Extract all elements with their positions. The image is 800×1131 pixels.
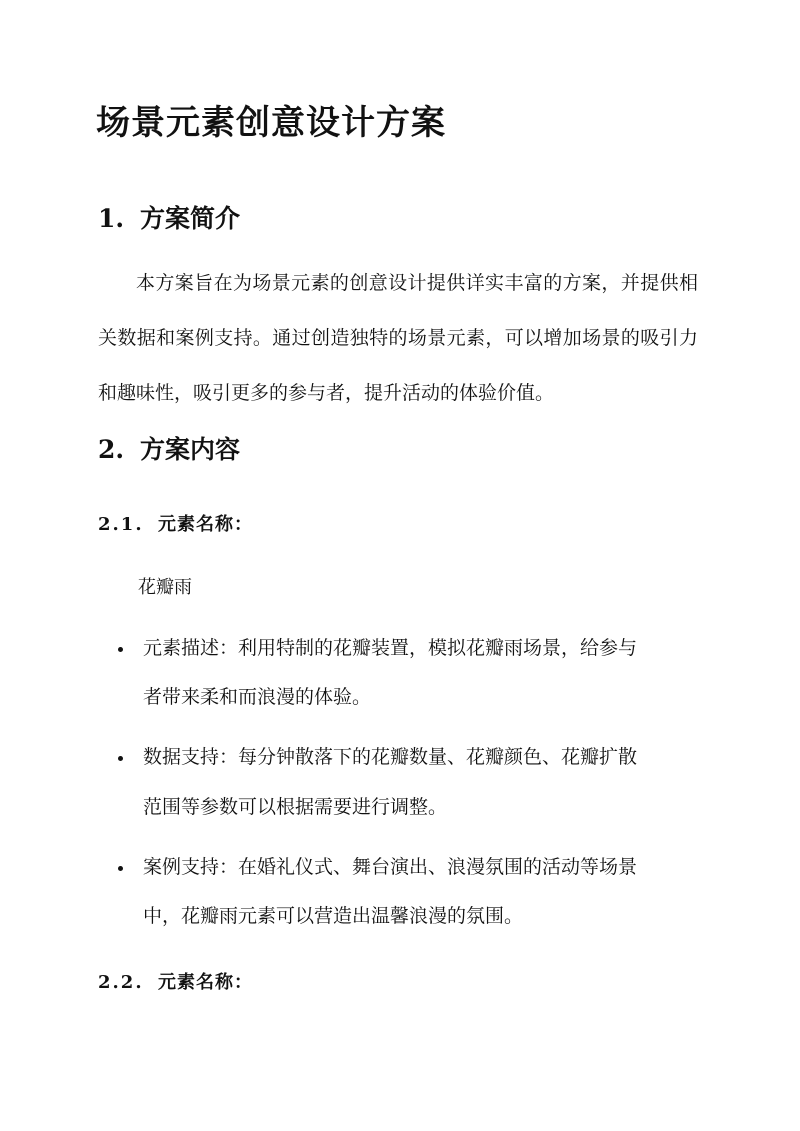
subsection-2-2-title: 元素名称： xyxy=(158,972,253,993)
section-1-title: 方案简介 xyxy=(140,204,241,233)
document-title: 场景元素创意设计方案 xyxy=(96,103,446,143)
element-name-value: 花瓣雨 xyxy=(138,577,192,598)
section-2-number: 2. xyxy=(98,435,125,464)
subsection-2-2-heading xyxy=(98,968,253,994)
subsection-2-1-heading xyxy=(98,510,253,536)
bullet-2-line-2: 范围等参数可以根据需要进行调整。 xyxy=(143,796,448,818)
bullet-3-line-1: 案例支持：在婚礼仪式、舞台演出、浪漫氛围的活动等场景 xyxy=(143,856,638,878)
section-1-number: 1. xyxy=(98,204,125,233)
bullet-dot xyxy=(118,647,126,655)
section-1-heading xyxy=(98,199,240,235)
bullet-dot xyxy=(118,866,126,874)
section-2-title: 方案内容 xyxy=(140,435,241,464)
section-2-heading xyxy=(98,430,240,466)
bullet-1-line-1: 元素描述：利用特制的花瓣装置，模拟花瓣雨场景，给参与 xyxy=(143,637,638,659)
section-1-paragraph: 本方案旨在为场景元素的创意设计提供详实丰富的方案，并提供相关数据和案例支持。通过创造独特的场景元素，可以增加场景的吸引力和趣味性，吸引更多的参与者，提升活动的体验价值。 xyxy=(98,272,698,404)
subsection-2-1-title: 元素名称： xyxy=(158,514,253,535)
bullet-3-line-2: 中，花瓣雨元素可以营造出温馨浪漫的氛围。 xyxy=(143,905,524,927)
bullet-dot xyxy=(118,756,126,764)
bullet-2-line-1: 数据支持：每分钟散落下的花瓣数量、花瓣颜色、花瓣扩散 xyxy=(143,746,638,768)
subsection-2-1-number: 2.1. xyxy=(98,514,144,535)
bullet-1-line-2: 者带来柔和而浪漫的体验。 xyxy=(143,686,372,708)
subsection-2-2-number: 2.2. xyxy=(98,972,144,993)
